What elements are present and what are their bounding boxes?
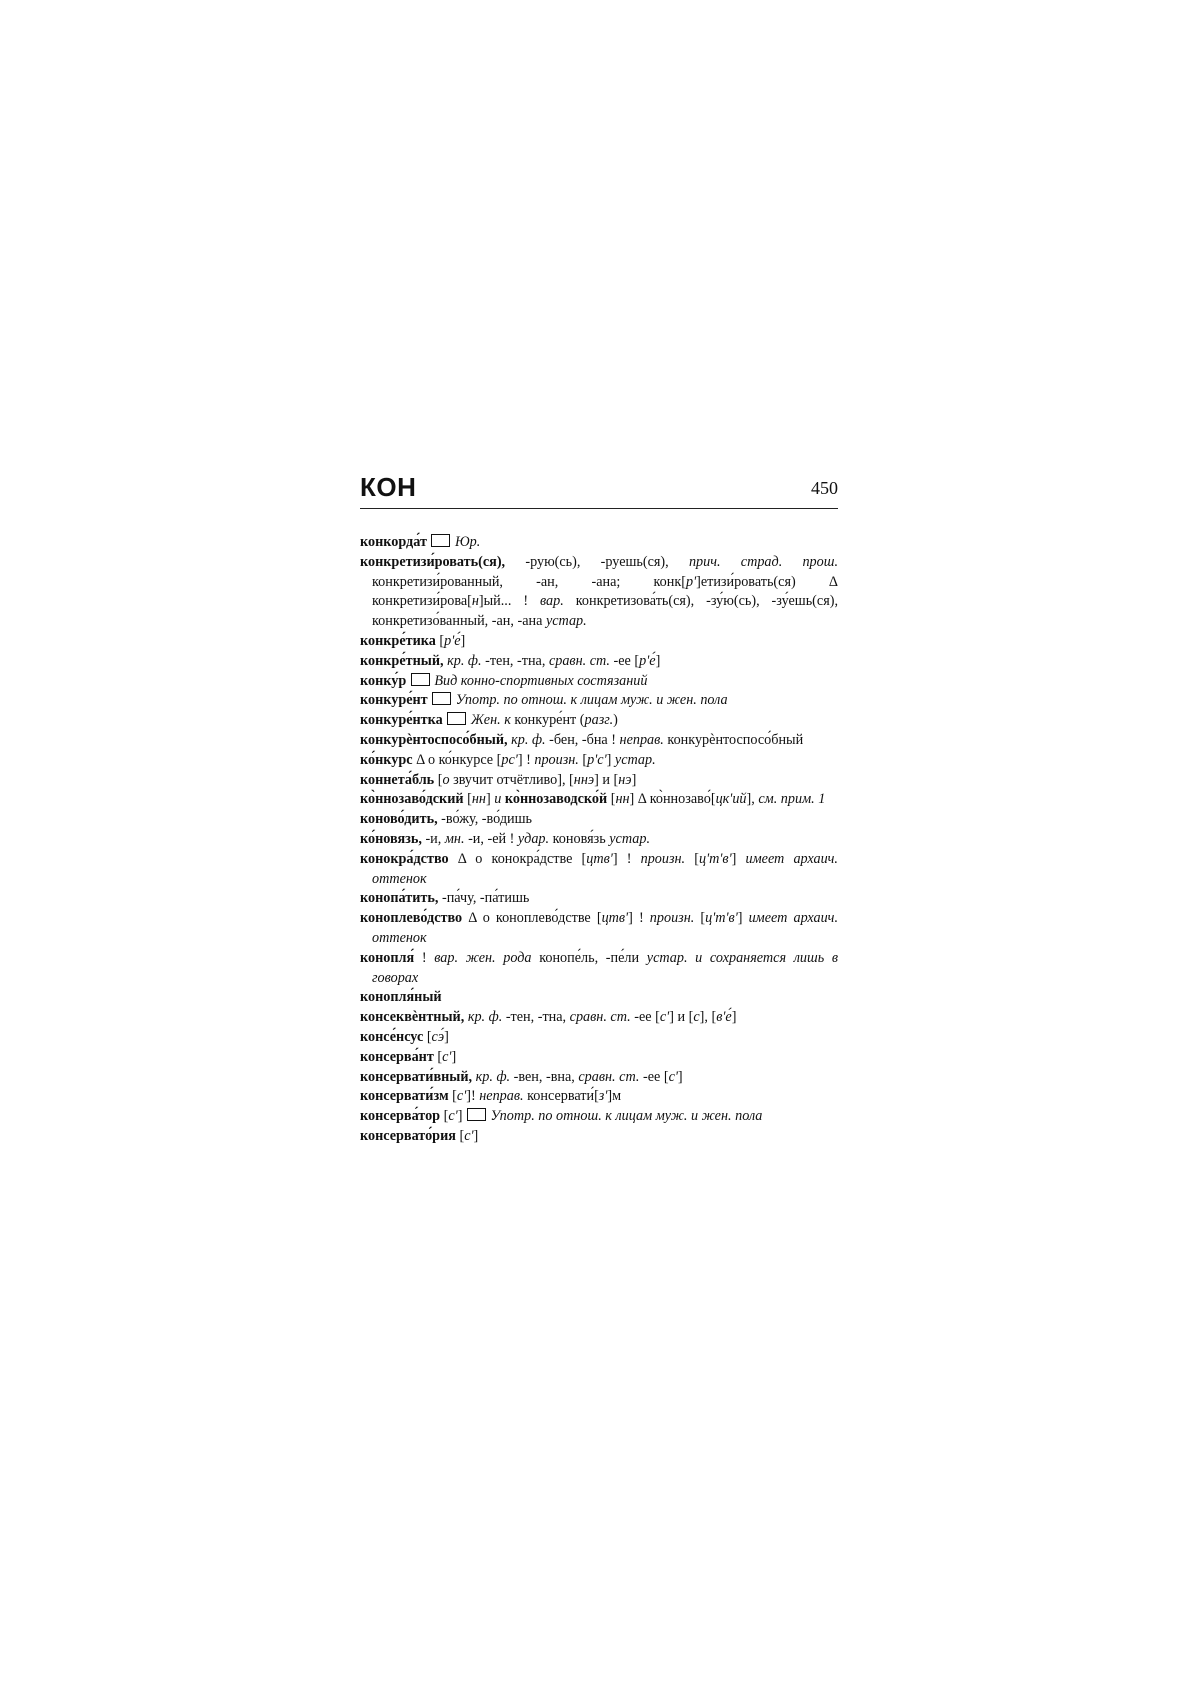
entry-text: звучит отчётливо], [ — [449, 771, 574, 788]
entry-text: [ — [578, 751, 588, 768]
entry-text: -ее [ — [639, 1068, 669, 1085]
dictionary-entry — [360, 1087, 838, 1107]
dictionary-entry — [360, 830, 838, 850]
italic-note: с' — [448, 1108, 458, 1125]
italic-note: с — [693, 1009, 700, 1026]
italic-note: с' — [668, 1068, 678, 1085]
entry-text: ]етизи́ровать(ся) Δ конкретизи́рова[ — [372, 573, 838, 610]
entry-text: ] — [731, 1009, 737, 1026]
dictionary-entry — [360, 1127, 838, 1147]
entry-text — [427, 534, 431, 550]
dictionary-entry — [360, 988, 838, 1008]
dictionary-entry — [360, 949, 838, 989]
dictionary-entry — [360, 672, 838, 692]
italic-note: ннэ — [573, 771, 595, 788]
square-marker-icon — [411, 673, 430, 686]
entry-text: ] и [ — [594, 771, 619, 788]
dictionary-entry — [360, 632, 838, 652]
entry-text: ]м — [607, 1088, 622, 1105]
italic-note: н — [471, 593, 479, 610]
entry-text: ]ый... ! — [478, 593, 540, 610]
italic-note: см. прим. 1 — [758, 791, 826, 808]
italic-note: сравн. ст. — [548, 652, 610, 669]
italic-note: о — [442, 771, 450, 788]
page-header — [360, 472, 838, 509]
headword: конкре́тный, — [360, 652, 444, 669]
entry-text: -тен, -тна, — [481, 652, 549, 669]
square-marker-icon — [431, 534, 450, 547]
italic-note: с' — [442, 1048, 452, 1065]
italic-note: Употр. по отнош. к лицам муж. и жен. пола — [455, 692, 728, 709]
italic-note: кр. ф. — [447, 652, 482, 669]
dictionary-entry — [360, 751, 838, 771]
entry-text: ] ! — [517, 751, 535, 768]
headword: конкуре́нт — [360, 692, 428, 709]
italic-note: устар. и сохраняется лишь в говорах — [372, 949, 838, 986]
italic-note: неправ. — [479, 1088, 524, 1105]
italic-note: кр. ф. — [467, 1009, 503, 1026]
headword: консерва́тор — [360, 1108, 441, 1125]
headword: конкретизи́ровать(ся), — [360, 553, 506, 570]
dictionary-entry — [360, 850, 838, 890]
italic-note: с' — [659, 1009, 670, 1026]
entry-text: ] — [457, 1108, 466, 1125]
entry-text: Δ о ко́нкурсе [ — [412, 751, 502, 768]
dictionary-entry — [360, 731, 838, 751]
italic-note: имеет архаич. оттенок — [372, 910, 839, 946]
headword: конкорда́т — [360, 534, 427, 550]
dictionary-entry — [360, 889, 838, 909]
italic-note: устар. — [545, 613, 587, 630]
italic-note: произн. — [649, 910, 695, 927]
headword: конопля́ — [360, 949, 415, 966]
headword: коноплево́дство — [360, 910, 463, 927]
entry-text: -во́жу, -во́дишь — [437, 811, 533, 828]
entry-text: -па́чу, -па́тишь — [438, 890, 530, 907]
dictionary-entry — [360, 771, 838, 791]
entry-text: ] — [606, 751, 615, 768]
italic-note: произн. — [640, 850, 686, 867]
headword: конкурѐнтоспосо́бный, — [360, 731, 508, 748]
entry-text: ], [ — [699, 1009, 717, 1026]
headword: конкуре́нтка — [360, 712, 443, 729]
italic-note: рс' — [501, 751, 518, 768]
italic-note: Жен. к — [470, 712, 511, 729]
italic-note: ц'т'в' — [699, 850, 732, 867]
entry-text: -тен, -тна, — [502, 1009, 570, 1026]
entry-text: -ее [ — [630, 1009, 660, 1026]
italic-note: устар. — [609, 830, 650, 847]
headword: консервати́зм — [360, 1088, 449, 1105]
entry-text: ]! — [466, 1088, 480, 1105]
entry-text: [ — [685, 850, 699, 867]
italic-note: с' — [464, 1127, 474, 1144]
entry-text: [ — [433, 1048, 443, 1065]
entry-text — [428, 692, 432, 708]
italic-note: имеет архаич. оттенок — [372, 850, 838, 887]
entry-text: -рую(сь), -руешь(ся), — [505, 553, 689, 570]
entry-text: ] — [451, 1048, 457, 1065]
entry-text: ] и [ — [669, 1009, 694, 1026]
square-marker-icon — [467, 1108, 486, 1121]
headword: консерва́нт — [360, 1048, 434, 1065]
headword: коново́дить, — [360, 811, 438, 828]
italic-note: Употр. по отнош. к лицам муж. и жен. пола — [490, 1108, 763, 1125]
entry-text: конкурѐнтоспосо́бный — [663, 731, 804, 748]
italic-note: вар. — [539, 593, 564, 610]
entry-text: ] Δ ко̀ннозаво́[ — [629, 791, 716, 808]
entry-text: [ — [440, 1108, 449, 1125]
entry-text: [ — [434, 771, 443, 788]
entry-text: конкретизова́ть(ся), -зу́ю(сь), -зу́ешь(ся), конкретизо́ванный, -ан, -ана — [372, 593, 838, 630]
entry-text: [ — [463, 791, 472, 808]
dictionary-entry — [360, 533, 838, 553]
italic-note: с' — [456, 1088, 467, 1105]
entry-text: [ — [694, 910, 706, 927]
entry-list — [360, 533, 838, 1147]
dictionary-entry — [360, 790, 838, 810]
dictionary-entry — [360, 1048, 838, 1068]
headword: конопа́тить, — [360, 890, 439, 907]
entry-text: [ — [435, 632, 445, 649]
entry-text: Δ о конокра́дстве [ — [448, 850, 587, 867]
headword: ко́нкурс — [360, 751, 413, 768]
entry-text: ] — [444, 1028, 449, 1045]
headword: конкре́тика — [360, 632, 436, 649]
entry-text: конопе́ль, -пе́ли — [531, 949, 647, 966]
dictionary-entry — [360, 1008, 838, 1028]
italic-note: р' — [685, 573, 697, 590]
italic-note: мн. — [444, 830, 465, 847]
italic-note: прич. страд. прош. — [688, 553, 839, 570]
italic-note: з' — [598, 1088, 608, 1105]
entry-text: ], — [746, 791, 759, 808]
italic-note: вар. жен. рода — [434, 949, 532, 966]
italic-note: цк'ий — [715, 791, 747, 808]
italic-note: ц'т'в' — [705, 910, 738, 927]
entry-text: конкуре́нт ( — [510, 712, 585, 729]
italic-note: нн — [471, 791, 486, 808]
headword: конокра́дство — [360, 850, 449, 867]
headword: ко̀ннозаво́дский — [360, 791, 464, 808]
dictionary-entry — [360, 909, 838, 949]
entry-text: ] — [737, 910, 749, 927]
entry-text: ] — [631, 771, 637, 788]
dictionary-entry — [360, 1068, 838, 1088]
entry-text: -вен, -вна, — [510, 1068, 579, 1085]
entry-text: Δ о коноплево́дстве [ — [462, 910, 602, 927]
dictionary-entry — [360, 1028, 838, 1048]
entry-text: ] ! — [612, 850, 641, 867]
dictionary-entry — [360, 810, 838, 830]
entry-text: консервати́[ — [523, 1088, 599, 1105]
entry-text: -ее [ — [609, 652, 640, 669]
entry-text: [ — [607, 791, 616, 808]
italic-note: и — [494, 791, 502, 808]
entry-text — [443, 712, 447, 728]
italic-note: произн. — [534, 751, 579, 768]
italic-note: нн — [615, 791, 630, 808]
italic-note: устар. — [614, 751, 656, 768]
italic-note: удар. — [517, 830, 550, 847]
headword: ко́новязь, — [360, 830, 422, 847]
entry-text: ] — [731, 850, 746, 867]
entry-text: конкретизи́рованный, -ан, -ана; конк[ — [372, 573, 686, 590]
entry-text: ) — [613, 712, 618, 729]
entry-text: ] — [460, 632, 466, 649]
headword: консервато́рия — [360, 1127, 456, 1144]
entry-text: ] — [473, 1127, 479, 1144]
entry-text: [ — [455, 1127, 465, 1144]
italic-note: цтв' — [601, 910, 629, 927]
italic-note: кр. ф. — [475, 1068, 511, 1085]
headword: конку́р — [360, 672, 407, 689]
headword: консе́нсус — [360, 1028, 424, 1045]
page-number: 450 — [811, 478, 838, 498]
entry-text: коновя́зь — [549, 830, 610, 847]
entry-text — [406, 673, 410, 689]
entry-text: ! — [414, 949, 435, 966]
italic-note: Вид конно-спортивных состязаний — [434, 672, 648, 689]
dictionary-entry — [360, 1107, 838, 1127]
entry-text: -и, -ей ! — [464, 830, 518, 847]
headword: конопля́ный — [360, 989, 442, 1006]
italic-note: Юр. — [455, 534, 481, 550]
italic-note: разг. — [584, 712, 614, 729]
entry-text: -бен, -бна ! — [545, 731, 620, 748]
entry-text: ] ! — [628, 910, 650, 927]
dictionary-entry — [360, 711, 838, 731]
italic-note: цтв' — [586, 850, 613, 867]
entry-text: [ — [423, 1028, 432, 1045]
italic-note: сравн. ст. — [569, 1009, 631, 1026]
square-marker-icon — [432, 692, 451, 705]
italic-note: сэ́ — [431, 1028, 445, 1045]
italic-note: р'е́ — [639, 652, 656, 669]
headword: коннета́бль — [360, 771, 435, 788]
entry-text: [ — [448, 1088, 457, 1105]
dictionary-entry — [360, 652, 838, 672]
italic-note: неправ. — [619, 731, 664, 748]
running-head: КОН — [360, 472, 417, 502]
italic-note: сравн. ст. — [578, 1068, 640, 1085]
italic-note: р'е́ — [444, 632, 461, 649]
italic-note: в'е́ — [716, 1009, 732, 1026]
italic-note: р'с' — [587, 751, 607, 768]
dictionary-page — [360, 472, 839, 1147]
entry-text: ] — [485, 791, 495, 808]
italic-note: кр. ф. — [511, 731, 546, 748]
italic-note: нэ — [618, 771, 632, 788]
headword: консервати́вный, — [360, 1068, 473, 1085]
entry-text: ] — [677, 1068, 683, 1085]
headword: ко̀ннозаводско́й — [504, 791, 608, 808]
dictionary-entry — [360, 553, 838, 632]
headword: консеквѐнтный, — [360, 1009, 465, 1026]
entry-text: ] — [655, 652, 661, 669]
dictionary-entry — [360, 691, 838, 711]
square-marker-icon — [447, 712, 466, 725]
entry-text: -и, — [421, 830, 445, 847]
